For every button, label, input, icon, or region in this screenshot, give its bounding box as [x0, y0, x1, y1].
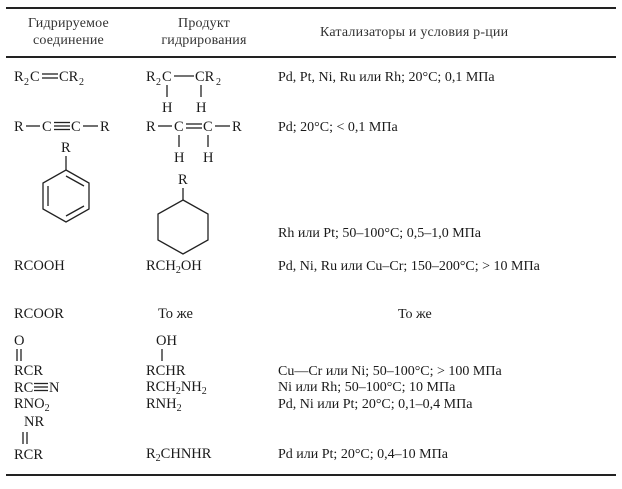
- alkane-product-formula: [146, 66, 256, 118]
- cyclohexane-product-structure: [158, 168, 248, 268]
- alkene-substrate-c: C: [30, 69, 40, 85]
- cyclohexane-substituent-r: R: [178, 172, 188, 188]
- alkane-product-sub1: 2: [156, 77, 161, 88]
- alkane-product-cr2: CR: [195, 69, 215, 85]
- header-product: [148, 15, 260, 49]
- nitro-conditions: Pd, Ni или Pt; 20°C; 0,1–0,4 МПа: [278, 397, 473, 412]
- nitro-substrate: [14, 396, 50, 413]
- imine-conditions: Pd или Pt; 20°C; 0,4–10 МПа: [278, 447, 448, 462]
- ketone-substrate-formula: [14, 331, 74, 379]
- acid-product-sub: 2: [175, 265, 181, 276]
- benzene-inner-double-2: [66, 206, 84, 216]
- header-product-line2: гидрирования: [161, 33, 247, 48]
- alkene-product-r2: R: [232, 119, 242, 135]
- alkene-conditions: Pd, Pt, Ni, Ru или Rh; 20°C; 0,1 МПа: [278, 70, 495, 85]
- alkene-substrate-sub2: 2: [79, 77, 84, 88]
- imine-product-a: R: [146, 446, 156, 462]
- imine-nr: NR: [24, 414, 45, 430]
- acid-product-b: OH: [180, 258, 202, 274]
- imine-main: RCR: [14, 447, 44, 463]
- acid-product-a: RCH: [146, 258, 176, 274]
- cyclohexane-ring: [158, 200, 208, 254]
- alkene-product-h-2: H: [203, 150, 214, 166]
- arene-conditions: Rh или Pt; 50–100°C; 0,5–1,0 МПа: [278, 226, 481, 241]
- ketone-main: RCR: [14, 363, 44, 379]
- header-conditions-text: Катализаторы и условия р-ции: [320, 25, 509, 40]
- alkane-product-r: R: [146, 69, 156, 85]
- ketone-conditions: Cu—Cr или Ni; 50–100°C; > 100 МПа: [278, 364, 502, 379]
- alkene-substrate-cr2: CR: [59, 69, 79, 85]
- alcohol-main: RCHR: [146, 363, 186, 379]
- amine-product-a: RCH: [146, 379, 176, 395]
- alcohol-product-formula: [146, 331, 216, 379]
- nitro-product-a: RNH: [146, 396, 177, 412]
- amine-product-sub2: 2: [201, 386, 207, 397]
- acid-conditions: Pd, Ni, Ru или Cu–Cr; 150–200°C; > 10 МПа: [278, 259, 540, 274]
- benzene-substrate-structure: [24, 136, 114, 236]
- benzene-inner-double-1: [66, 176, 84, 186]
- alkene-substrate-sub1: 2: [24, 77, 29, 88]
- ester-product: То же: [158, 306, 193, 322]
- acid-substrate: RCOOH: [14, 258, 65, 274]
- imine-product: [146, 446, 211, 463]
- alkene-product-h-1: H: [174, 150, 185, 166]
- imine-product-b: CHNHR: [160, 446, 212, 462]
- ester-substrate: RCOOR: [14, 306, 64, 322]
- alkene-product-formula: [146, 116, 256, 168]
- amine-product-b: NH: [180, 379, 202, 395]
- alkene-product-r1: R: [146, 119, 156, 135]
- ketone-oxygen: O: [14, 333, 25, 349]
- nitro-product: [146, 396, 182, 413]
- acid-product: [146, 258, 202, 275]
- nitrile-conditions: Ni или Rh; 50–100°C; 10 МПа: [278, 380, 456, 395]
- alkene-substrate-r2: R: [14, 69, 24, 85]
- nitrile-rc: RC: [14, 380, 34, 396]
- ester-conditions: То же: [398, 307, 432, 322]
- nitro-substrate-sub: 2: [44, 403, 50, 414]
- alkyne-substrate-c1: C: [42, 119, 52, 135]
- nitrile-n: N: [49, 380, 60, 396]
- header-substrate-line1: Гидрируемое: [28, 16, 109, 31]
- amine-product: [146, 379, 207, 396]
- alkane-h-1: H: [162, 100, 173, 116]
- header-product-line1: Продукт: [178, 16, 230, 31]
- nitro-substrate-a: RNO: [14, 396, 45, 412]
- alkyne-conditions: Pd; 20°C; < 0,1 МПа: [278, 120, 398, 135]
- header-conditions: [320, 24, 508, 41]
- imine-product-sub: 2: [155, 453, 161, 464]
- top-rule: [6, 7, 616, 9]
- alkane-h-2: H: [196, 100, 207, 116]
- alkane-product-sub2: 2: [216, 77, 221, 88]
- alcohol-oh: OH: [156, 333, 177, 349]
- header-substrate-line2: соединение: [33, 33, 104, 48]
- header-rule: [6, 56, 616, 58]
- alkene-product-c2: C: [203, 119, 213, 135]
- alkane-product-c1: C: [162, 69, 172, 85]
- alkyne-substrate-r1: R: [14, 119, 24, 135]
- alkyne-substrate-c2: C: [71, 119, 81, 135]
- amine-product-sub1: 2: [175, 386, 181, 397]
- bottom-rule: [6, 474, 616, 476]
- imine-substrate-formula: [14, 412, 74, 464]
- alkene-substrate-formula: [14, 66, 124, 88]
- header-substrate: [28, 15, 109, 49]
- alkene-product-c1: C: [174, 119, 184, 135]
- benzene-ring: [43, 170, 89, 222]
- nitro-product-sub: 2: [176, 403, 182, 414]
- nitrile-substrate-formula: [14, 378, 74, 398]
- alkyne-substrate-formula: [14, 116, 124, 138]
- alkyne-substrate-r2: R: [100, 119, 110, 135]
- benzene-substituent-r: R: [61, 140, 71, 156]
